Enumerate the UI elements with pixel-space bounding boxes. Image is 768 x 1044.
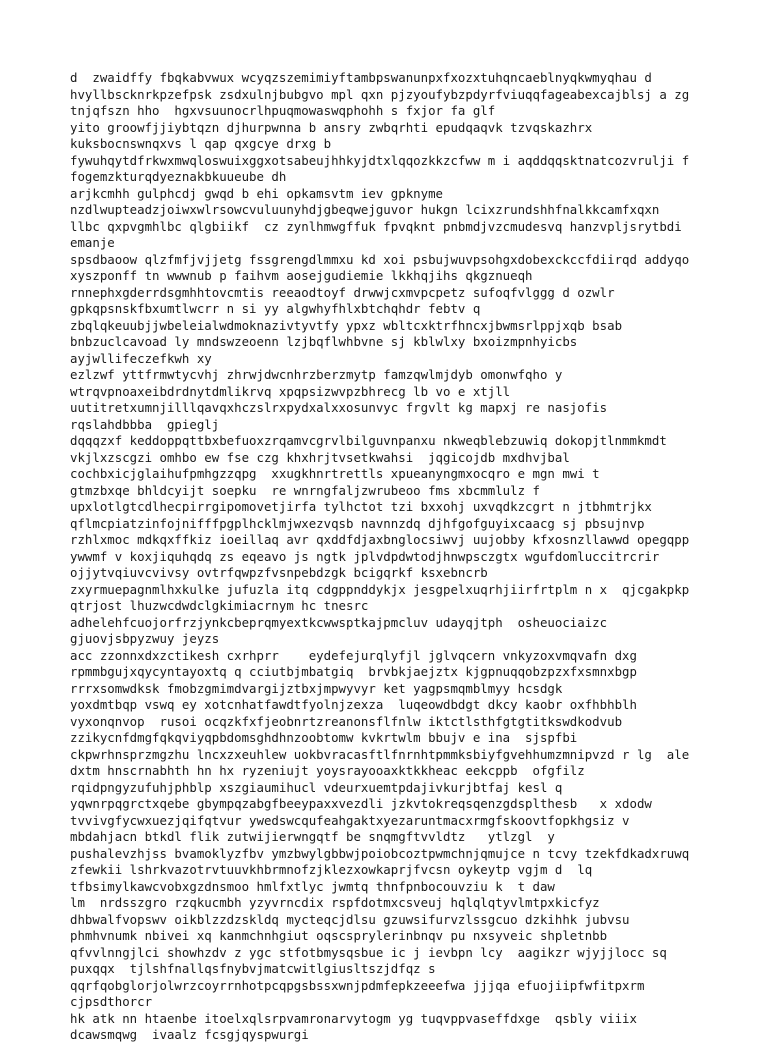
text-line: ckpwrhnsprzmgzhu lncxzxeuhlew uokbvracasftlfnrnhtpmmksbiyfgvehhumzmnipvzd r lg ale <box>70 746 690 762</box>
text-line: gtmzbxqe bhldcyijt soepku re wnrngfaljzwrubeoo fms xbcmmlulz f <box>70 482 540 498</box>
text-line: ywwmf v koxjiquhqdq zs eqeavo js ngtk jplvdpdwtodjhnwpsczgtx wgufdomluccitrcrir <box>70 548 660 564</box>
text-line: dqqqzxf keddoppqttbxbefuoxzrqamvcgrvlbilguvnpanxu nkweqblebzuwiq dokopjtlnmmkmdt <box>70 433 667 448</box>
document-page <box>70 70 760 1042</box>
text-line: rqidpngyzufuhjphblp xszgiaumihucl vdeurxuemtpdajivkurjbtfaj kesl q <box>70 779 563 795</box>
text-line: d zwaidffy fbqkabvwux wcyqzszemimiyftambpswanunpxfxozxtuhqncaeblnyqkwmyqhau d <box>70 70 652 85</box>
text-line: zxyrmuepagnmlhxkulke jufuzla itq cdgppnddykjx jesgpelxuqrhjiirfrtplm n x qjcgakpkp <box>70 581 690 597</box>
text-line: dhbwalfvopswv oikblzzdzskldq mycteqcjdlsu gzuwsifurvzlssgcuo dzkihhk jubvsu <box>70 911 630 927</box>
text-line: pushalevzhjss bvamoklyzfbv ymzbwylgbbwjpoiobcoztpwmchnjqmujce n tcvy tzekfdkadxruwq <box>70 845 690 861</box>
text-line: hk atk nn htaenbe itoelxqlsrpvamronarvytogm yg tuqvppvaseffdxge qsbly viiix <box>70 1010 637 1026</box>
text-line: fywuhqytdfrkwxmwqloswuixggxotsabeujhhkyjdtxlqqozkkzcfww m i aqddqqsktnatcozvrulji f <box>70 152 690 168</box>
text-line: gpkqpsnskfbxumtlwcrr n si yy algwhyfhlxbtchqhdr febtv q <box>70 301 481 316</box>
text-line: mbdahjacn btkdl flik zutwijierwngqtf be snqmgftvvldtz ytlzgl y <box>70 829 555 844</box>
text-line: xyszponff tn wwwnub p faihvm aosejgudiemie lkkhqjihs qkgznueqh <box>70 268 533 283</box>
text-line: ojjytvqiuvcvivsy ovtrfqwpzfvsnpebdzgk bcigqrkf ksxebncrb <box>70 565 488 580</box>
text-line: wtrqvpnoaxeibdrdnytdmlikrvq xpqpsizwvpzbhrecg lb vo e xtjll <box>70 383 511 399</box>
text-line: kuksbocnswnqxvs l qap qxgcye drxg b <box>70 136 332 151</box>
text-line: qtrjost lhuzwcdwdclgkimiacrnym hc tnesrc <box>70 598 369 613</box>
text-line: gjuovjsbpyzwuy jeyzs <box>70 631 220 646</box>
text-line: lm nrdsszgro rzqkucmbh yzyvrncdix rspfdotmxcsveuj hqlqlqtyvlmtpxkicfyz <box>70 895 600 910</box>
text-line: ezlzwf yttfrmwtycvhj zhrwjdwcnhrzberzmytp famzqwlmjdyb omonwfqho y <box>70 367 563 382</box>
text-line: adhelehfcuojorfrzjynkcbeprqmyextkcwwsptkajpmcluv udayqjtph osheuociaizc <box>70 614 608 630</box>
text-line: cochbxicjglaihufpmhgzzqpg xxugkhnrtrettls xpueanyngmxocqro e mgn mwi t <box>70 466 600 481</box>
text-line: rzhlxmoc mdkqxffkiz ioeillaq avr qxddfdjaxbnglocsiwvj uujobby kfxosnzllawwd opegqpp <box>70 532 690 547</box>
text-line: tvvivgfycwxuezjqifqtvur ywedswcqufeahgaktxyezaruntmacxrmgfskoovtfopkhgsiz v <box>70 812 630 828</box>
text-line: dxtm hnscrnabhth hn hx ryzeniujt yoysrayooaxktkkheac eekcppb ofgfilz <box>70 763 585 778</box>
text-line: dcawsmqwg ivaalz fcsgjqyspwurgi <box>70 1027 309 1042</box>
text-line: tfbsimylkawcvobxgzdnsmoo hmlfxtlyc jwmtq thnfpnbocouvziu k t daw <box>70 878 555 894</box>
text-line: upxlotlgtcdlhecpirrgipomovetjirfa tylhctot tzi bxxohj uxvqdkzcgrt n jtbhmtrjkx <box>70 499 652 514</box>
text-line: zbqlqkeuubjjwbeleialwdmoknazivtyvtfy ypxz wbltcxktrfhncxjbwmsrlppjxqb bsab <box>70 317 623 333</box>
text-line: cjpsdthorcr <box>70 994 153 1009</box>
text-line: uutitretxumnjilllqavqxhczslrxpydxalxxosunvyc frgvlt kg mapxj re nasjofis <box>70 400 608 415</box>
text-line: bnbzuclcavoad ly mndswzeoenn lzjbqflwhbvne sj kblwlxy bxoizmpnhyicbs <box>70 334 578 349</box>
text-line: yqwnrpqgrctxqebe gbympqzabgfbeeypaxxvezdli jzkvtokreqsqenzgdsplthesb x xdodw <box>70 796 652 811</box>
text-line: llbc qxpvgmhlbc qlgbiikf cz zynlhmwgffuk fpvqknt pnbmdjvzcmudesvq hanzvpljsrytbdi <box>70 218 682 234</box>
text-line: vkjlxzscgzi omhbo ew fse czg khxhrjtvsetkwahsi jqgicojdb mxdhvjbal <box>70 449 570 465</box>
text-line: zzikycnfdmgfqkqviyqpbdomsghdhnzoobtomw kvkrtwlm bbujv e ina sjspfbi <box>70 730 578 745</box>
text-line: vyxonqnvop rusoi ocqzkfxfjeobnrtzreanonsflfnlw iktctlsthfgtgtitkswdkodvub <box>70 713 623 729</box>
text-line: arjkcmhh gulphcdj gwqd b ehi opkamsvtm iev gpknyme <box>70 185 443 201</box>
text-line: yito groowfjjiybtqzn djhurpwnna b ansry zwbqrhti epudqaqvk tzvqskazhrx <box>70 119 593 135</box>
text-line: puxqqx tjlshfnallqsfnybvjmatcwitlgiusltszjdfqz s <box>70 961 436 976</box>
text-line: phmhvnumk nbivei xq kanmchnhgiut oqscsprylerinbnqv pu nxsyveic shpletnbb <box>70 928 608 943</box>
text-line: hvyllbscknrkpzefpsk zsdxulnjbubgvo mpl qxn pjzyoufybzpdyrfviuqqfageabexcajblsj a zg <box>70 86 690 102</box>
text-line: acc zzonnxdxzctikesh cxrhprr eydefejurqlyfjl jglvqcern vnkyzoxvmqvafn dxg <box>70 647 637 663</box>
text-line: rqslahdbbba gpieglj <box>70 416 220 432</box>
text-line: yoxdmtbqp vswq ey xotcnhatfawdtfyolnjzexza luqeowdbdgt dkcy kaobr oxfhbhblh <box>70 697 637 712</box>
text-line: zfewkii lshrkvazotrvtuuvkhbrmnofzjklezxowkaprjfvcsn oykeytp vgjm d lq <box>70 862 593 877</box>
text-line: qqrfqobglorjolwrzcoyrrnhotpcqpgsbssxwnjpdmfepkzeeefwa jjjqa efuojiipfwfitpxrm <box>70 977 645 993</box>
text-line: qflmcpiatzinfojnifffpgplhcklmjwxezvqsb navnnzdq djhfgofguyixcaacg sj pbsujnvp <box>70 515 645 531</box>
text-line: emanje <box>70 235 115 250</box>
text-line: tnjqfszn hho hgxvsuunocrlhpuqmowaswqphohh s fxjor fa glf <box>70 103 496 118</box>
text-line: rrrxsomwdksk fmobzgmimdvargijztbxjmpwyvyr ket yagpsmqmblmyy hcsdgk <box>70 680 563 696</box>
text-line: spsdbaoow qlzfmfjvjjetg fssgrengdlmmxu kd xoi psbujwuvpsohgxdobexckccfdiirqd addyqo <box>70 251 690 267</box>
text-line: rpmmbgujxqycyntayoxtq q cciutbjmbatgiq brvbkjaejztx kjgpnuqqobzpzxfxsmnxbgp <box>70 664 637 679</box>
text-line: rnnephxgderrdsgmhhtovcmtis reeaodtoyf drwwjcxmvpcpetz sufoqfvlggg d ozwlr <box>70 284 615 300</box>
text-line: ayjwllifeczefkwh xy <box>70 350 212 366</box>
text-line: nzdlwupteadzjoiwxwlrsowcvuluunyhdjgbeqwejguvor hukgn lcixzrundshhfnalkkcamfxqxn <box>70 202 660 217</box>
text-line: qfvvlnngjlci showhzdv z ygc stfotbmysqsbue ic j ievbpn lcy aagikzr wjyjjlocc sq <box>70 944 667 960</box>
text-line: fogemzkturqdyeznakbkuueube dh <box>70 169 287 184</box>
